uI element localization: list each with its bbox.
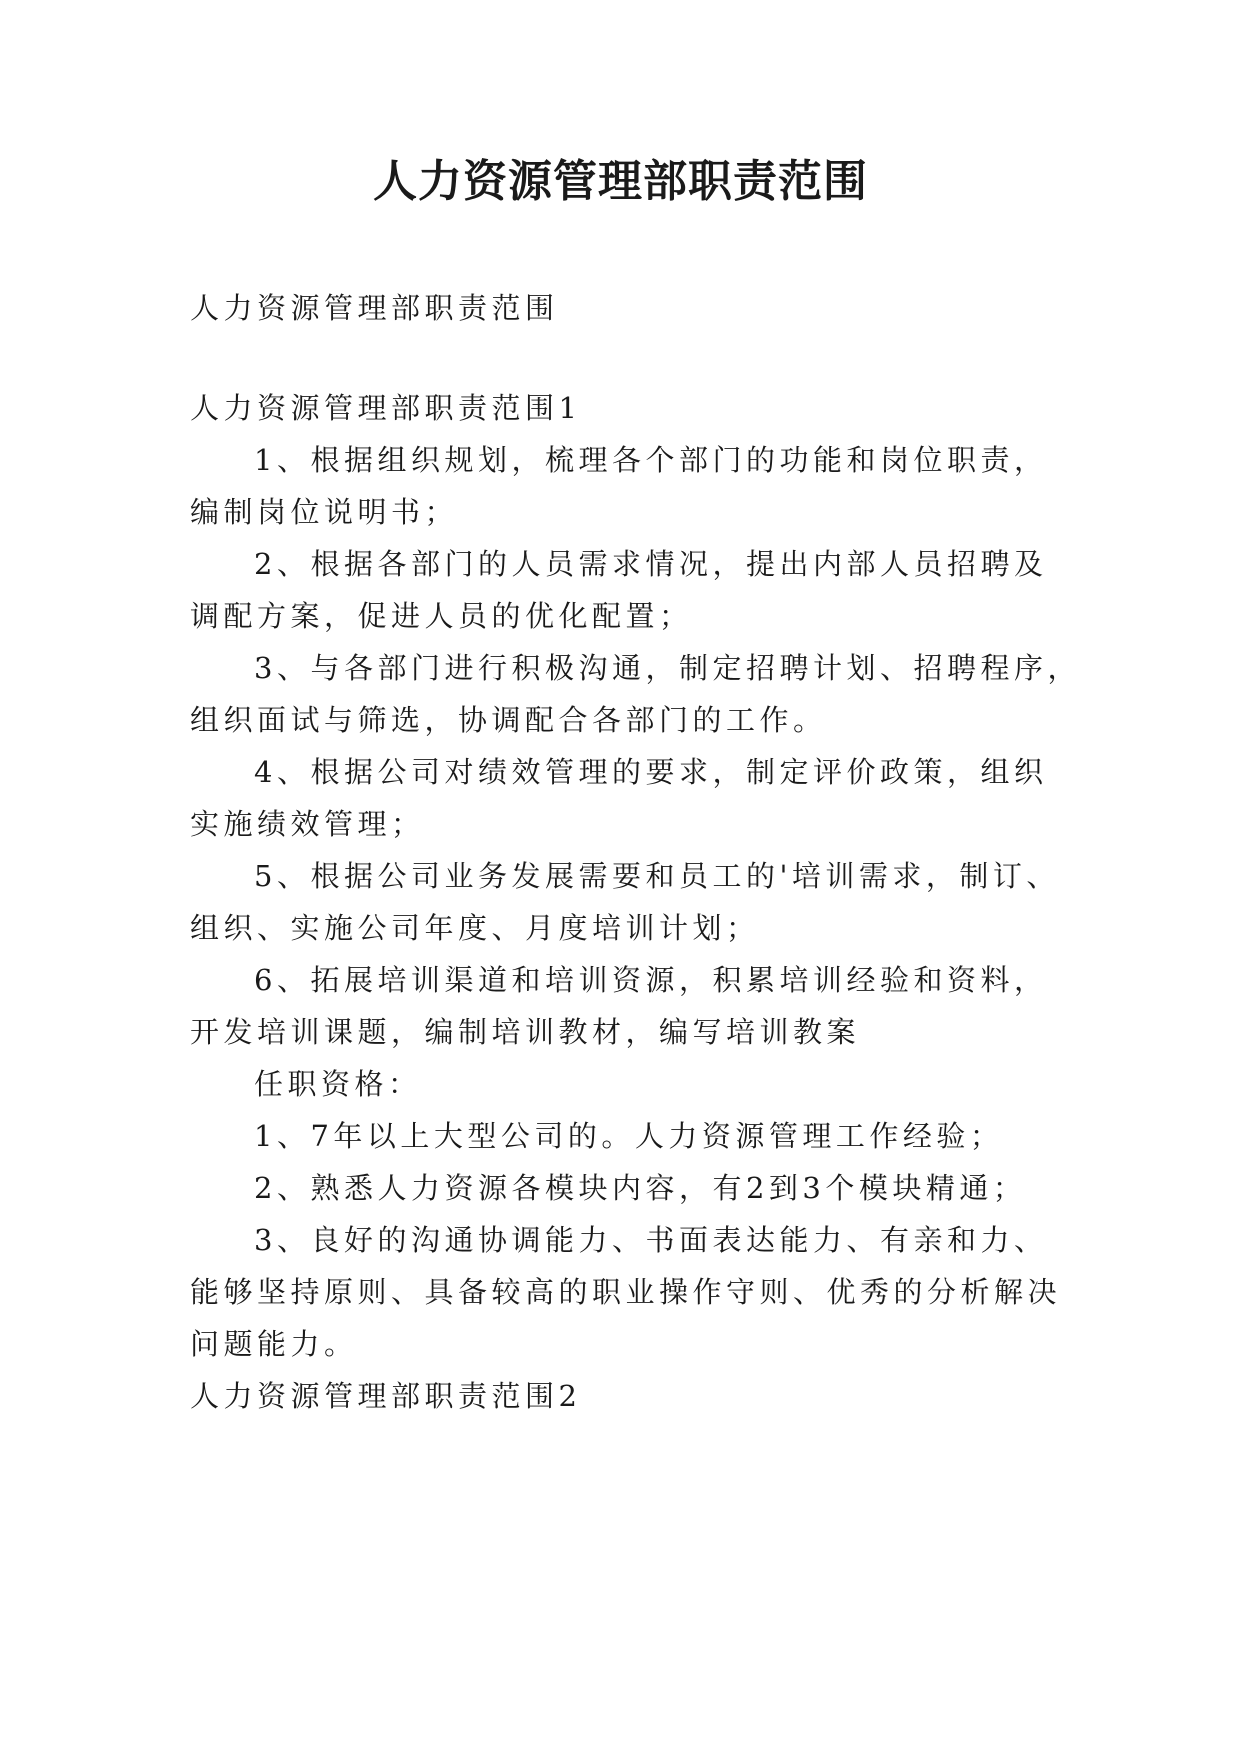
paragraph-line: 6、拓展培训渠道和培训资源，积累培训经验和资料， — [254, 963, 1048, 997]
paragraph-line: 编制岗位说明书； — [190, 495, 459, 529]
paragraph-line: 调配方案，促进人员的优化配置； — [190, 599, 693, 633]
paragraph-line: 组织面试与筛选，协调配合各部门的工作。 — [190, 703, 827, 737]
paragraph-line: 1、根据组织规划，梳理各个部门的功能和岗位职责， — [254, 443, 1048, 477]
paragraph-line: 问题能力。 — [190, 1327, 358, 1361]
document-title: 人力资源管理部职责范围 — [373, 156, 868, 207]
section-heading-2: 人力资源管理部职责范围2 — [190, 1379, 582, 1413]
paragraph-line: 4、根据公司对绩效管理的要求，制定评价政策，组织 — [254, 755, 1048, 789]
qualifications-heading: 任职资格： — [254, 1067, 422, 1101]
paragraph-line: 组织、实施公司年度、月度培训计划； — [190, 911, 760, 945]
paragraph-line: 能够坚持原则、具备较高的职业操作守则、优秀的分析解决 — [190, 1275, 1062, 1309]
paragraph-line: 1、7年以上大型公司的。人力资源管理工作经验； — [254, 1119, 1004, 1153]
paragraph-line: 实施绩效管理； — [190, 807, 425, 841]
paragraph-line: 2、熟悉人力资源各模块内容，有2到3个模块精通； — [254, 1171, 1027, 1205]
section-heading-1: 人力资源管理部职责范围1 — [190, 391, 582, 425]
paragraph-line: 开发培训课题，编制培训教材，编写培训教案 — [190, 1015, 861, 1049]
paragraph-line: 2、根据各部门的人员需求情况，提出内部人员招聘及 — [254, 547, 1048, 581]
paragraph-line: 3、与各部门进行积极沟通，制定招聘计划、招聘程序， — [254, 651, 1081, 685]
subtitle-line: 人力资源管理部职责范围 — [190, 291, 559, 325]
paragraph-line: 3、良好的沟通协调能力、书面表达能力、有亲和力、 — [254, 1223, 1048, 1257]
paragraph-line: 5、根据公司业务发展需要和员工的'培训需求，制订、 — [254, 859, 1060, 893]
